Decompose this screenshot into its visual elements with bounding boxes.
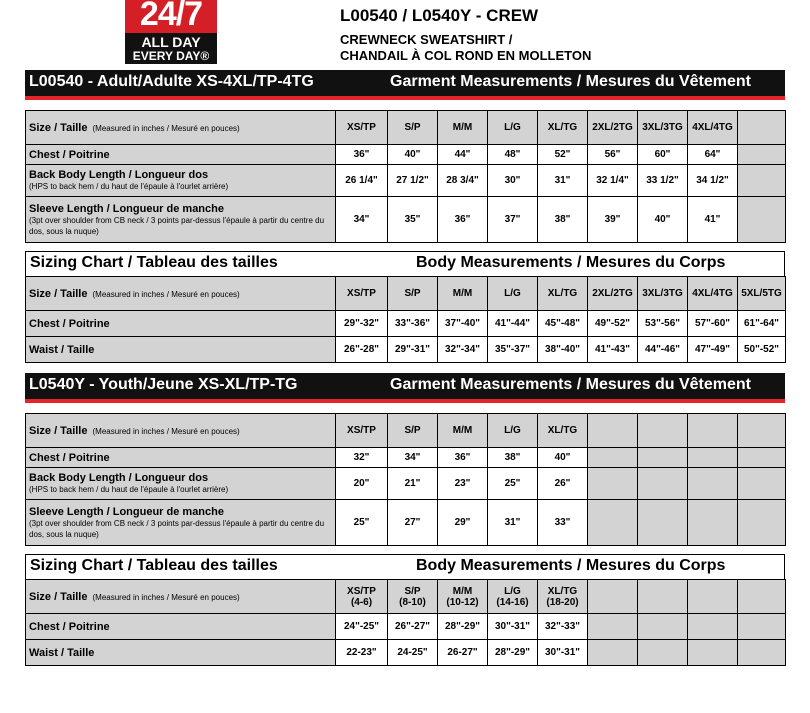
table-cell (738, 165, 786, 197)
table-cell: 45"-48" (538, 311, 588, 337)
table-cell (738, 614, 786, 640)
table-cell: 32"-34" (438, 337, 488, 363)
table-cell (738, 580, 786, 614)
table-cell: 2XL/2TG (588, 277, 638, 311)
table-cell (738, 414, 786, 448)
table-cell: 26 1/4" (336, 165, 388, 197)
brand-logo (125, 0, 217, 66)
table-cell (688, 614, 738, 640)
table-cell (638, 580, 688, 614)
table-cell: S/P (388, 414, 438, 448)
youth-body-table (25, 579, 786, 666)
table-cell: M/M (10-12) (438, 580, 488, 614)
row-label-main: Chest / Poitrine (29, 317, 110, 330)
adult-garment-header (25, 70, 785, 96)
table-cell (688, 414, 738, 448)
logo-line-2: ALL DAY (141, 34, 201, 50)
row-label-note: (HPS to back hem / du haut de l'épaule à l'ourlet arrière) (29, 182, 229, 191)
table-cell (588, 468, 638, 500)
table-cell: M/M (438, 277, 488, 311)
table-cell: 28 3/4" (438, 165, 488, 197)
row-label (26, 165, 336, 197)
row-label-main: Back Body Length / Longueur dos (29, 472, 209, 484)
table-cell: 40" (538, 448, 588, 468)
product-name-en: CREWNECK SWEATSHIRT / (340, 32, 513, 47)
table-cell: XL/TG (18-20) (538, 580, 588, 614)
product-name-fr: CHANDAIL À COL ROND EN MOLLETON (340, 48, 592, 63)
table-cell: 23" (438, 468, 488, 500)
table-cell: XS/TP (4-6) (336, 580, 388, 614)
table-cell: 50"-52" (738, 337, 786, 363)
table-cell: 30" (488, 165, 538, 197)
table-cell: 20" (336, 468, 388, 500)
table-row (26, 614, 786, 640)
adult-body-subtitle: Body Measurements / Mesures du Corps (416, 254, 726, 271)
row-label-main: Chest / Poitrine (29, 148, 110, 161)
table-cell: 22-23" (336, 640, 388, 666)
row-label (26, 500, 336, 546)
table-cell: L/G (14-16) (488, 580, 538, 614)
youth-title: L0540Y - Youth/Jeune XS-XL/TP-TG (29, 376, 298, 393)
row-label (26, 111, 336, 145)
youth-garment-subtitle: Garment Measurements / Mesures du Vêtement (390, 376, 752, 393)
row-label (26, 448, 336, 468)
table-cell: 44"-46" (638, 337, 688, 363)
table-cell: 34" (336, 197, 388, 243)
table-cell: L/G (488, 414, 538, 448)
table-cell: 47"-49" (688, 337, 738, 363)
table-cell (588, 448, 638, 468)
table-cell (738, 197, 786, 243)
table-row (26, 165, 786, 197)
table-cell: 4XL/4TG (688, 111, 738, 145)
product-code: L00540 / L0540Y - CREW (340, 6, 539, 25)
table-cell: 35" (388, 197, 438, 243)
table-row (26, 640, 786, 666)
table-cell: 35"-37" (488, 337, 538, 363)
table-cell: 2XL/2TG (588, 111, 638, 145)
table-cell: 36" (438, 197, 488, 243)
table-cell (688, 640, 738, 666)
table-cell: 26"-27" (388, 614, 438, 640)
table-cell: 33 1/2" (638, 165, 688, 197)
row-label (26, 580, 336, 614)
table-cell: 29"-31" (388, 337, 438, 363)
table-cell: L/G (488, 277, 538, 311)
table-cell: 36" (438, 448, 488, 468)
row-label-main: Chest / Poitrine (29, 451, 110, 464)
table-cell: 64" (688, 145, 738, 165)
row-label (26, 311, 336, 337)
youth-body-section (25, 554, 785, 666)
youth-sizing-title: Sizing Chart / Tableau des tailles (30, 557, 278, 574)
table-cell: S/P (8-10) (388, 580, 438, 614)
table-cell (638, 640, 688, 666)
row-label-main: Waist / Taille (29, 646, 95, 659)
youth-body-subtitle: Body Measurements / Mesures du Corps (416, 557, 726, 574)
table-cell: 5XL/5TG (738, 277, 786, 311)
table-row (26, 414, 786, 448)
table-cell: M/M (438, 414, 488, 448)
table-cell (638, 500, 688, 546)
row-label-note: (HPS to back hem / du haut de l'épaule à l'ourlet arrière) (29, 485, 229, 494)
row-label (26, 197, 336, 243)
table-cell (638, 414, 688, 448)
table-cell: 4XL/4TG (688, 277, 738, 311)
table-cell: 25" (336, 500, 388, 546)
adult-title: L00540 - Adult/Adulte XS-4XL/TP-4TG (29, 73, 314, 90)
adult-body-section (25, 251, 785, 363)
table-cell: 3XL/3TG (638, 277, 688, 311)
row-label (26, 640, 336, 666)
table-cell: 40" (638, 197, 688, 243)
table-cell: 21" (388, 468, 438, 500)
table-cell: M/M (438, 111, 488, 145)
adult-garment-subtitle: Garment Measurements / Mesures du Vêtement (390, 73, 752, 90)
table-cell: 26"-28" (336, 337, 388, 363)
table-cell (588, 500, 638, 546)
table-cell: 57"-60" (688, 311, 738, 337)
row-label (26, 468, 336, 500)
row-label (26, 145, 336, 165)
table-cell: 41"-44" (488, 311, 538, 337)
gap (25, 403, 785, 413)
table-cell (688, 468, 738, 500)
table-cell (588, 614, 638, 640)
table-cell: 53"-56" (638, 311, 688, 337)
table-row (26, 448, 786, 468)
youth-body-header (25, 554, 785, 579)
table-cell: 33"-36" (388, 311, 438, 337)
row-label-note: (Measured in inches / Mesuré en pouces) (92, 592, 240, 602)
table-cell: 32" (336, 448, 388, 468)
youth-garment-table (25, 413, 786, 546)
table-cell: 60" (638, 145, 688, 165)
table-cell: 3XL/3TG (638, 111, 688, 145)
table-cell: 25" (488, 468, 538, 500)
adult-sizing-title: Sizing Chart / Tableau des tailles (30, 254, 278, 271)
row-label-main: Chest / Poitrine (29, 620, 110, 633)
table-cell: 61"-64" (738, 311, 786, 337)
row-label (26, 614, 336, 640)
table-cell: 38"-40" (538, 337, 588, 363)
table-row (26, 337, 786, 363)
table-cell: 26-27" (438, 640, 488, 666)
logo-line-3: EVERY DAY® (132, 49, 210, 63)
gap (25, 100, 785, 110)
table-cell: 49"-52" (588, 311, 638, 337)
table-cell: 30"-31" (488, 614, 538, 640)
adult-body-header (25, 251, 785, 276)
table-cell: XL/TG (538, 111, 588, 145)
table-cell (588, 580, 638, 614)
table-cell (638, 448, 688, 468)
row-label (26, 337, 336, 363)
youth-garment-header (25, 373, 785, 399)
table-cell: 38" (488, 448, 538, 468)
table-row (26, 500, 786, 546)
table-cell (588, 640, 638, 666)
table-cell: 37"-40" (438, 311, 488, 337)
table-cell: 56" (588, 145, 638, 165)
table-cell: XL/TG (538, 414, 588, 448)
table-cell: 27 1/2" (388, 165, 438, 197)
table-cell: 44" (438, 145, 488, 165)
row-label-main: Waist / Taille (29, 343, 95, 356)
table-cell (738, 500, 786, 546)
table-cell (738, 145, 786, 165)
table-cell: 30"-31" (538, 640, 588, 666)
table-cell (738, 468, 786, 500)
table-cell: 24"-25" (336, 614, 388, 640)
table-cell: 34" (388, 448, 438, 468)
adult-garment-table (25, 110, 786, 243)
table-row (26, 580, 786, 614)
table-cell: XS/TP (336, 414, 388, 448)
adult-garment-section (25, 70, 785, 243)
table-cell: 40" (388, 145, 438, 165)
table-cell (738, 640, 786, 666)
table-cell: 38" (538, 197, 588, 243)
youth-garment-section (25, 373, 785, 546)
row-label-main: Size / Taille (29, 287, 88, 300)
row-label (26, 414, 336, 448)
table-row (26, 311, 786, 337)
logo-247: 24/7 (125, 0, 217, 33)
row-label-main: Sleeve Length / Longueur de manche (29, 202, 224, 215)
table-cell (738, 111, 786, 145)
table-cell: 37" (488, 197, 538, 243)
table-cell: S/P (388, 111, 438, 145)
table-row (26, 468, 786, 500)
document-title (340, 6, 591, 64)
row-label-main: Size / Taille (29, 121, 88, 134)
table-cell (688, 448, 738, 468)
row-label-note: (3pt over shoulder from CB neck / 3 points par-dessus l'épaule à partir du centre du dos, sous la nuque) (29, 215, 325, 236)
table-cell: XS/TP (336, 277, 388, 311)
table-cell: 32 1/4" (588, 165, 638, 197)
table-row (26, 145, 786, 165)
table-cell: XS/TP (336, 111, 388, 145)
table-cell: 33" (538, 500, 588, 546)
table-cell: L/G (488, 111, 538, 145)
adult-body-table (25, 276, 786, 363)
row-label-main: Size / Taille (29, 424, 88, 437)
row-label-main: Back Body Length / Longueur dos (29, 169, 209, 181)
table-cell: 31" (488, 500, 538, 546)
table-cell: 24-25" (388, 640, 438, 666)
table-row (26, 277, 786, 311)
table-cell: 29"-32" (336, 311, 388, 337)
table-row (26, 197, 786, 243)
logo-tagline (125, 33, 217, 64)
table-cell: 27" (388, 500, 438, 546)
table-cell (638, 468, 688, 500)
table-cell: 41" (688, 197, 738, 243)
row-label-main: Size / Taille (29, 590, 88, 603)
table-cell: XL/TG (538, 277, 588, 311)
table-cell: 34 1/2" (688, 165, 738, 197)
row-label (26, 277, 336, 311)
row-label-note: (Measured in inches / Mesuré en pouces) (92, 123, 240, 133)
table-cell: 28"-29" (438, 614, 488, 640)
table-cell: 26" (538, 468, 588, 500)
row-label-note: (Measured in inches / Mesuré en pouces) (92, 426, 240, 436)
row-label-note: (Measured in inches / Mesuré en pouces) (92, 289, 240, 299)
table-cell: 36" (336, 145, 388, 165)
table-cell: 48" (488, 145, 538, 165)
table-cell: 41"-43" (588, 337, 638, 363)
table-cell (738, 448, 786, 468)
table-cell: 28"-29" (488, 640, 538, 666)
table-cell: S/P (388, 277, 438, 311)
table-cell: 39" (588, 197, 638, 243)
table-cell: 52" (538, 145, 588, 165)
table-cell (688, 500, 738, 546)
table-cell: 31" (538, 165, 588, 197)
table-cell (688, 580, 738, 614)
table-row (26, 111, 786, 145)
row-label-main: Sleeve Length / Longueur de manche (29, 505, 224, 518)
table-cell (638, 614, 688, 640)
table-cell: 29" (438, 500, 488, 546)
table-cell (588, 414, 638, 448)
row-label-note: (3pt over shoulder from CB neck / 3 points par-dessus l'épaule à partir du centre du dos, sous la nuque) (29, 518, 325, 539)
table-cell: 32"-33" (538, 614, 588, 640)
